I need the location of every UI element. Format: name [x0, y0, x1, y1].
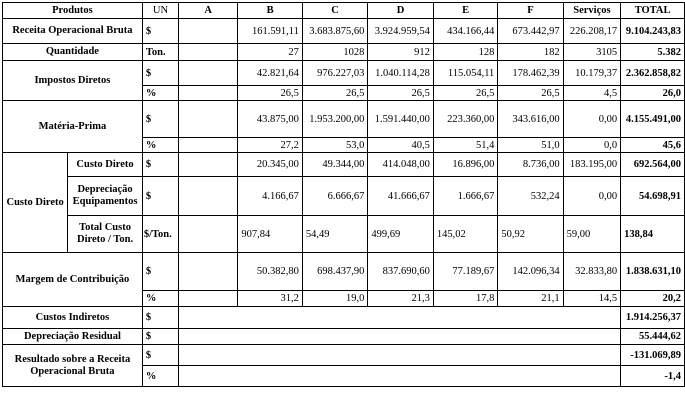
cell	[179, 101, 238, 138]
row-resultado	[3, 345, 685, 366]
total-depreciacao-residual: 55.444,62	[621, 329, 685, 345]
cell: 26,5	[302, 86, 368, 101]
total-materia: 4.155.491,00	[621, 101, 685, 138]
cell: 698.437,90	[302, 253, 368, 291]
cell: 26,5	[368, 86, 434, 101]
cell: 32.833,80	[563, 253, 621, 291]
header-produtos: Produtos	[3, 3, 143, 19]
row-depreciacao-residual	[3, 329, 685, 345]
label-quantidade: Quantidade	[3, 44, 143, 61]
cell: 26,5	[238, 86, 302, 101]
cell: 17,8	[433, 291, 497, 307]
un-impostos: $	[142, 61, 178, 86]
cell: 50.382,80	[238, 253, 302, 291]
cell: 77.189,67	[433, 253, 497, 291]
header-col-servicos: Serviços	[563, 3, 621, 19]
empty-span	[179, 345, 621, 366]
cell: 59,00	[563, 216, 621, 253]
label-depreciacao-residual: Depreciação Residual	[3, 329, 143, 345]
un-materia: $	[142, 101, 178, 138]
empty-span	[179, 307, 621, 329]
cell: 26,5	[433, 86, 497, 101]
cell: 161.591,11	[238, 19, 302, 44]
row-custo-direto	[3, 153, 685, 177]
total-quantidade: 5.382	[621, 44, 685, 61]
total-custo-direto: 692.564,00	[621, 153, 685, 177]
cell: 178.462,39	[498, 61, 563, 86]
row-impostos	[3, 61, 685, 86]
cell: 16.896,00	[433, 153, 497, 177]
cell: 4.166,67	[238, 177, 302, 216]
row-receita	[3, 19, 685, 44]
cell: 1.953.200,00	[302, 101, 368, 138]
cell: 145,02	[433, 216, 497, 253]
cell: 182	[498, 44, 563, 61]
un-resultado: $	[142, 345, 178, 366]
cell: 31,2	[238, 291, 302, 307]
cell: 4,5	[563, 86, 621, 101]
label-depreciacao: Depreciação Equipamentos	[68, 177, 143, 216]
cell: 907,84	[238, 216, 302, 253]
cell: 10.179,37	[563, 61, 621, 86]
total-total-custo: 138,84	[621, 216, 685, 253]
total-impostos-pct: 26,0	[621, 86, 685, 101]
cell: 1.040.114,28	[368, 61, 434, 86]
un-receita: $	[142, 19, 178, 44]
cell	[179, 177, 238, 216]
cell: 21,3	[368, 291, 434, 307]
cell	[179, 291, 238, 307]
row-quantidade	[3, 44, 685, 61]
cell: 3105	[563, 44, 621, 61]
label-total-custo: Total Custo Direto / Ton.	[68, 216, 143, 253]
header-col-d: D	[368, 3, 434, 19]
cell: 8.736,00	[498, 153, 563, 177]
un-margem: $	[142, 253, 178, 291]
header-total: TOTAL	[621, 3, 685, 19]
cell: 115.054,11	[433, 61, 497, 86]
cell: 434.166,44	[433, 19, 497, 44]
label-materia: Matéria-Prima	[3, 101, 143, 153]
header-col-a: A	[179, 3, 238, 19]
cost-table	[2, 2, 685, 387]
un-custos-indiretos: $	[142, 307, 178, 329]
cell: 128	[433, 44, 497, 61]
cell: 27,2	[238, 138, 302, 153]
cell: 3.683.875,60	[302, 19, 368, 44]
un-impostos-pct: %	[142, 86, 178, 101]
header-col-b: B	[238, 3, 302, 19]
cell	[179, 61, 238, 86]
cell: 53,0	[302, 138, 368, 153]
un-quantidade: Ton.	[142, 44, 178, 61]
label-custo-direto-group: Custo Direto	[3, 153, 68, 253]
cell: 0,00	[563, 177, 621, 216]
row-custos-indiretos	[3, 307, 685, 329]
cell: 14,5	[563, 291, 621, 307]
cell: 49.344,00	[302, 153, 368, 177]
cell: 499,69	[368, 216, 434, 253]
un-resultado-pct: %	[142, 366, 178, 387]
cell: 19,0	[302, 291, 368, 307]
cell: 20.345,00	[238, 153, 302, 177]
cell: 21,1	[498, 291, 563, 307]
total-margem-pct: 20,2	[621, 291, 685, 307]
total-impostos: 2.362.858,82	[621, 61, 685, 86]
cell	[179, 86, 238, 101]
cell: 837.690,60	[368, 253, 434, 291]
empty-span	[179, 329, 621, 345]
un-depreciacao: $	[142, 177, 178, 216]
header-col-f: F	[498, 3, 563, 19]
cell: 142.096,34	[498, 253, 563, 291]
label-impostos: Impostos Diretos	[3, 61, 143, 101]
row-materia	[3, 101, 685, 138]
cell: 27	[238, 44, 302, 61]
total-resultado-pct: -1,4	[621, 366, 685, 387]
cell: 223.360,00	[433, 101, 497, 138]
cell: 976.227,03	[302, 61, 368, 86]
label-receita: Receita Operacional Bruta	[3, 19, 143, 44]
total-depreciacao: 54.698,91	[621, 177, 685, 216]
header-col-c: C	[302, 3, 368, 19]
total-custos-indiretos: 1.914.256,37	[621, 307, 685, 329]
cell	[179, 138, 238, 153]
un-depreciacao-residual: $	[142, 329, 178, 345]
header-row	[3, 3, 685, 19]
label-custos-indiretos: Custos Indiretos	[3, 307, 143, 329]
cell: 26,5	[498, 86, 563, 101]
header-un: UN	[142, 3, 178, 19]
cell: 54,49	[302, 216, 368, 253]
row-total-custo	[3, 216, 685, 253]
cell: 673.442,97	[498, 19, 563, 44]
empty-span	[179, 366, 621, 387]
cell: 343.616,00	[498, 101, 563, 138]
header-col-e: E	[433, 3, 497, 19]
label-margem: Margem de Contribuição	[3, 253, 143, 307]
un-total-custo: $/Ton.	[142, 216, 178, 253]
un-materia-pct: %	[142, 138, 178, 153]
total-materia-pct: 45,6	[621, 138, 685, 153]
cell: 3.924.959,54	[368, 19, 434, 44]
cell	[179, 216, 238, 253]
cell: 912	[368, 44, 434, 61]
cell: 42.821,64	[238, 61, 302, 86]
cell	[179, 253, 238, 291]
total-receita: 9.104.243,83	[621, 19, 685, 44]
row-depreciacao	[3, 177, 685, 216]
total-resultado: -131.069,89	[621, 345, 685, 366]
cell: 6.666,67	[302, 177, 368, 216]
cell: 1028	[302, 44, 368, 61]
row-margem	[3, 253, 685, 291]
total-margem: 1.838.631,10	[621, 253, 685, 291]
cell: 1.666,67	[433, 177, 497, 216]
cell: 0,00	[563, 101, 621, 138]
cell: 51,0	[498, 138, 563, 153]
label-resultado: Resultado sobre a Receita Operacional Bruta	[3, 345, 143, 387]
cell	[179, 153, 238, 177]
cell: 532,24	[498, 177, 563, 216]
cell: 0,0	[563, 138, 621, 153]
un-custo-direto: $	[142, 153, 178, 177]
cell: 414.048,00	[368, 153, 434, 177]
cell: 40,5	[368, 138, 434, 153]
cell: 41.666,67	[368, 177, 434, 216]
label-custo-direto: Custo Direto	[68, 153, 143, 177]
cell	[179, 19, 238, 44]
cell: 1.591.440,00	[368, 101, 434, 138]
un-margem-pct: %	[142, 291, 178, 307]
cell: 51,4	[433, 138, 497, 153]
cell: 50,92	[498, 216, 563, 253]
cell	[179, 44, 238, 61]
cell: 183.195,00	[563, 153, 621, 177]
cell: 226.208,17	[563, 19, 621, 44]
cell: 43.875,00	[238, 101, 302, 138]
